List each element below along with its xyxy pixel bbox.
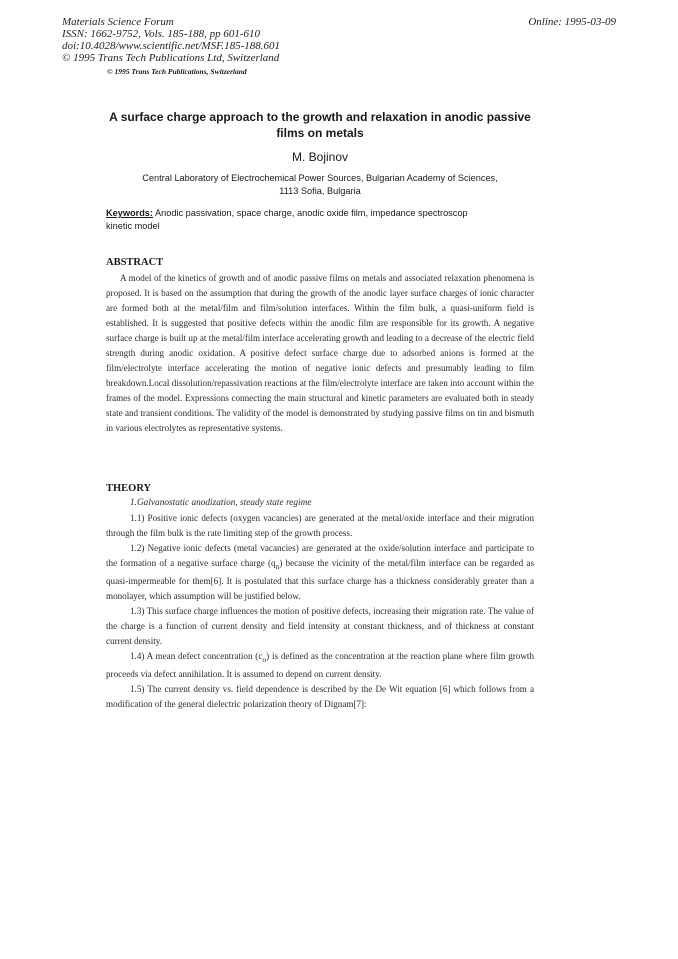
- original-copyright: © 1995 Trans Tech Publications, Switzerland: [107, 67, 247, 76]
- para-4-text-a: 1.4) A mean defect concentration (c: [130, 651, 263, 662]
- para-4-text-b: ) is defined as the concentration at the reaction plane where film growth proceeds via defect annihilation. It is assumed to depend on current density.: [106, 651, 534, 680]
- para-2-text-b: ) because the vicinity of the metal/film interface can be regarded as quasi-impermeable for them[6]. It is postulated that this surface charge has a thickness considerably greater than a monolayer, which assumption will be justified below.: [106, 558, 534, 602]
- para-4-subscript: o: [262, 655, 267, 665]
- theory-body: [106, 496, 534, 712]
- online-date: Online: 1995-03-09: [528, 16, 616, 28]
- author-name: M. Bojinov: [291, 150, 349, 164]
- para-2-subscript: n: [275, 562, 280, 571]
- theory-heading: THEORY: [106, 483, 152, 494]
- theory-para-1: 1.1) Positive ionic defects (oxygen vacancies) are generated at the metal/oxide interface and their migration through the film bulk is the rate limiting step of the growth process.: [106, 513, 534, 539]
- keywords-label: Keywords:: [106, 208, 153, 218]
- affiliation-line-1: Central Laboratory of Electrochemical Power Sources, Bulgarian Academy of Sciences,: [142, 173, 498, 183]
- theory-para-2: [106, 541, 534, 604]
- doi-line: doi:10.4028/www.scientific.net/MSF.185-188.601: [62, 40, 281, 52]
- copyright-line: © 1995 Trans Tech Publications Ltd, Switzerland: [62, 52, 280, 64]
- abstract-heading: ABSTRACT: [106, 257, 164, 268]
- theory-para-5: 1.5) The current density vs. field dependence is described by the De Wit equation [6] which follows from a modification of the general dielectric polarization theory of Dignam[7]:: [106, 684, 534, 710]
- para-2-text-a: 1.2) Negative ionic defects (metal vacancies) are generated at the oxide/solution interface and participate to the formation of a negative surface charge (q: [106, 543, 534, 569]
- keywords-line-1: Anodic passivation, space charge, anodic oxide film, impedance spectroscop: [155, 208, 468, 218]
- title-line-2: films on metals: [276, 126, 364, 140]
- theory-para-4: [106, 649, 534, 682]
- title-line-1: A surface charge approach to the growth and relaxation in anodic passive: [109, 110, 531, 124]
- issn-line: ISSN: 1662-9752, Vols. 185-188, pp 601-610: [62, 28, 260, 40]
- theory-subheading: 1.Galvanostatic anodization, steady state regime: [130, 498, 312, 508]
- abstract-body: [106, 271, 534, 437]
- abstract-text: A model of the kinetics of growth and of anodic passive films on metals and associated relaxation phenomena is proposed. It is based on the assumption that during the growth of the anodic layer surface charges of ionic character are formed both at the metal/film and film/solution interfaces. Within the film bulk, a quasi-uniform field is established. It is suggested that positive defects within the anodic film are responsible for its growth. A negative surface charge is built up at the metal/film interface accelerating growth and leading to a decrease of the electric field strength during anodic oxidation. A positive defect surface charge due to adsorbed anions is formed at the film/electrolyte interface accelerating the motion of negative ionic defects and presumably leading to film breakdown.Local dissolution/repassivation reactions at the film/electrolyte interface are taken into account within the frames of the model. Expressions connecting the main structural and kinetic parameters are evaluated both in steady state and transient conditions. The validity of the model is demonstrated by studying passive films on tin and bismuth in various electrolytes as representative systems.: [106, 273, 534, 434]
- journal-name: Materials Science Forum: [62, 16, 174, 28]
- paper-title: [90, 109, 550, 141]
- keywords: [106, 207, 546, 232]
- affiliation-line-2: 1113 Sofia, Bulgaria: [279, 185, 361, 196]
- affiliation: [90, 172, 550, 197]
- theory-para-3: 1.3) This surface charge influences the motion of positive defects, increasing their migration rate. The value of the charge is a function of current density and field intensity at constant thickness, and of thickness at constant current density.: [106, 606, 534, 647]
- keywords-line-2: kinetic model: [106, 220, 160, 231]
